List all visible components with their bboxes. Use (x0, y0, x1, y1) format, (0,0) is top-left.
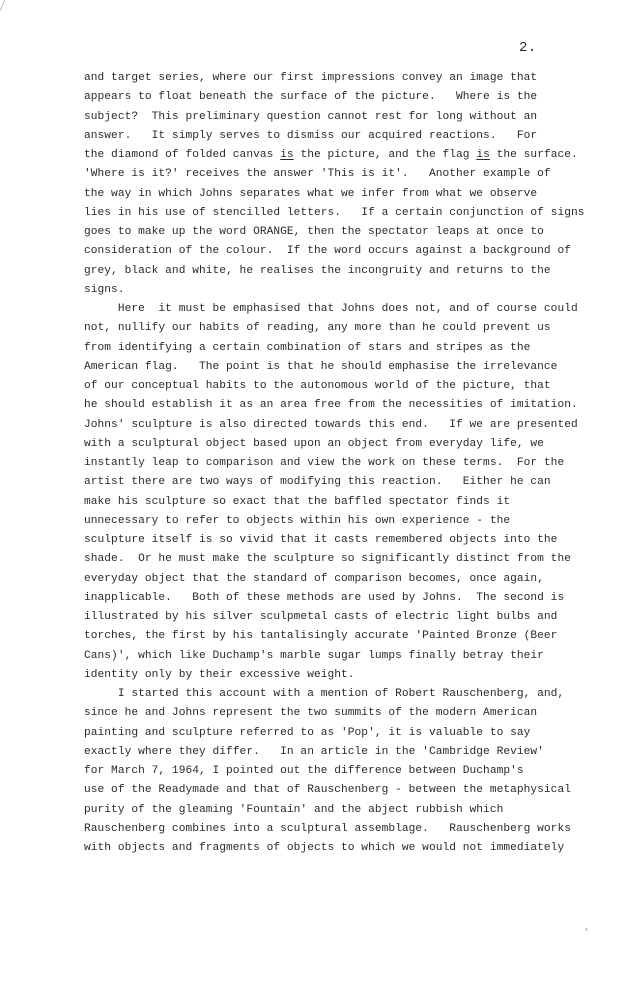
text-line: with objects and fragments of objects to which we would not immediately (84, 842, 565, 854)
text-line: purity of the gleaming 'Fountain' and the abject rubbish which (84, 803, 504, 816)
text-line: 'Where is it?' receives the answer 'This is it'. Another example of (84, 168, 551, 181)
text-line (84, 146, 624, 165)
text-line: for March 7, 1964, I pointed out the difference between Duchamp's (84, 765, 524, 777)
text-line: unnecessary to refer to objects within his own experience - the (84, 514, 511, 527)
text-line: Rauschenberg combines into a sculptural assemblage. Rauschenberg works (84, 822, 571, 835)
text-line: Cans)', which like Duchamp's marble sugar lumps finally betray their (84, 649, 544, 662)
text-line: grey, black and white, he realises the incongruity and returns to the (84, 264, 551, 277)
text-line: exactly where they differ. In an article in the 'Cambridge Review' (84, 745, 544, 758)
text-line: with a sculptural object based upon an object from everyday life, we (84, 437, 544, 450)
text-line: not, nullify our habits of reading, any more than he could prevent us (84, 322, 551, 335)
text-segment: the picture, and the flag (293, 149, 477, 161)
text-line: shade. Or he must make the sculpture so significantly distinct from the (84, 553, 571, 566)
text-line: painting and sculpture referred to as 'Pop', it is valuable to say (84, 726, 531, 739)
paper-speck (585, 928, 588, 931)
text-segment: the surface. (489, 149, 578, 161)
text-line: everyday object that the standard of comparison becomes, once again, (84, 572, 544, 585)
text-line: since he and Johns represent the two summits of the modern American (84, 707, 538, 720)
text-line: identity only by their excessive weight. (84, 668, 355, 681)
text-line: goes to make up the word ORANGE, then the spectator leaps at once to (84, 226, 544, 238)
text-line: use of the Readymade and that of Rauschenberg - between the metaphysical (84, 784, 571, 797)
body-text (84, 69, 624, 858)
text-line: artist there are two ways of modifying this reaction. Either he can (84, 476, 551, 489)
text-line: he should establish it as an area free from the necessities of imitation. (84, 399, 578, 412)
text-line: lies in his use of stencilled letters. If a certain conjunction of signs (84, 206, 585, 219)
text-line: sculpture itself is so vivid that it casts remembered objects into the (84, 534, 558, 546)
text-line: make his sculpture so exact that the baffled spectator finds it (84, 495, 511, 508)
underlined-word: is (280, 149, 294, 161)
text-line: the way in which Johns separates what we infer from what we observe (84, 187, 538, 200)
text-line: appears to float beneath the surface of the picture. Where is the (84, 91, 538, 104)
text-line: Here it must be emphasised that Johns does not, and of course could (84, 303, 578, 315)
text-line: instantly leap to comparison and view the work on these terms. For the (84, 457, 565, 469)
text-line: consideration of the colour. If the word occurs against a background of (84, 245, 571, 258)
text-line: torches, the first by his tantalisingly accurate 'Painted Bronze (Beer (84, 630, 558, 643)
text-line: of our conceptual habits to the autonomous world of the picture, that (84, 380, 551, 392)
text-line: answer. It simply serves to dismiss our acquired reactions. For (84, 129, 538, 142)
text-line: and target series, where our first impressions convey an image that (84, 72, 538, 84)
text-line: illustrated by his silver sculpmetal casts of electric light bulbs and (84, 611, 558, 623)
page-fold-line (0, 0, 7, 60)
text-line: Johns' sculpture is also directed towards this end. If we are presented (84, 418, 578, 431)
text-segment: the diamond of folded canvas (84, 149, 281, 161)
text-line: inapplicable. Both of these methods are used by Johns. The second is (84, 591, 565, 604)
underlined-word: is (476, 149, 490, 161)
text-line: American flag. The point is that he should emphasise the irrelevance (84, 360, 558, 373)
text-line: from identifying a certain combination of stars and stripes as the (84, 341, 531, 354)
page-number: 2. (519, 40, 537, 56)
text-line: subject? This preliminary question cannot rest for long without an (84, 110, 538, 123)
text-line: I started this account with a mention of Robert Rauschenberg, and, (84, 688, 565, 700)
text-line: signs. (84, 283, 125, 296)
